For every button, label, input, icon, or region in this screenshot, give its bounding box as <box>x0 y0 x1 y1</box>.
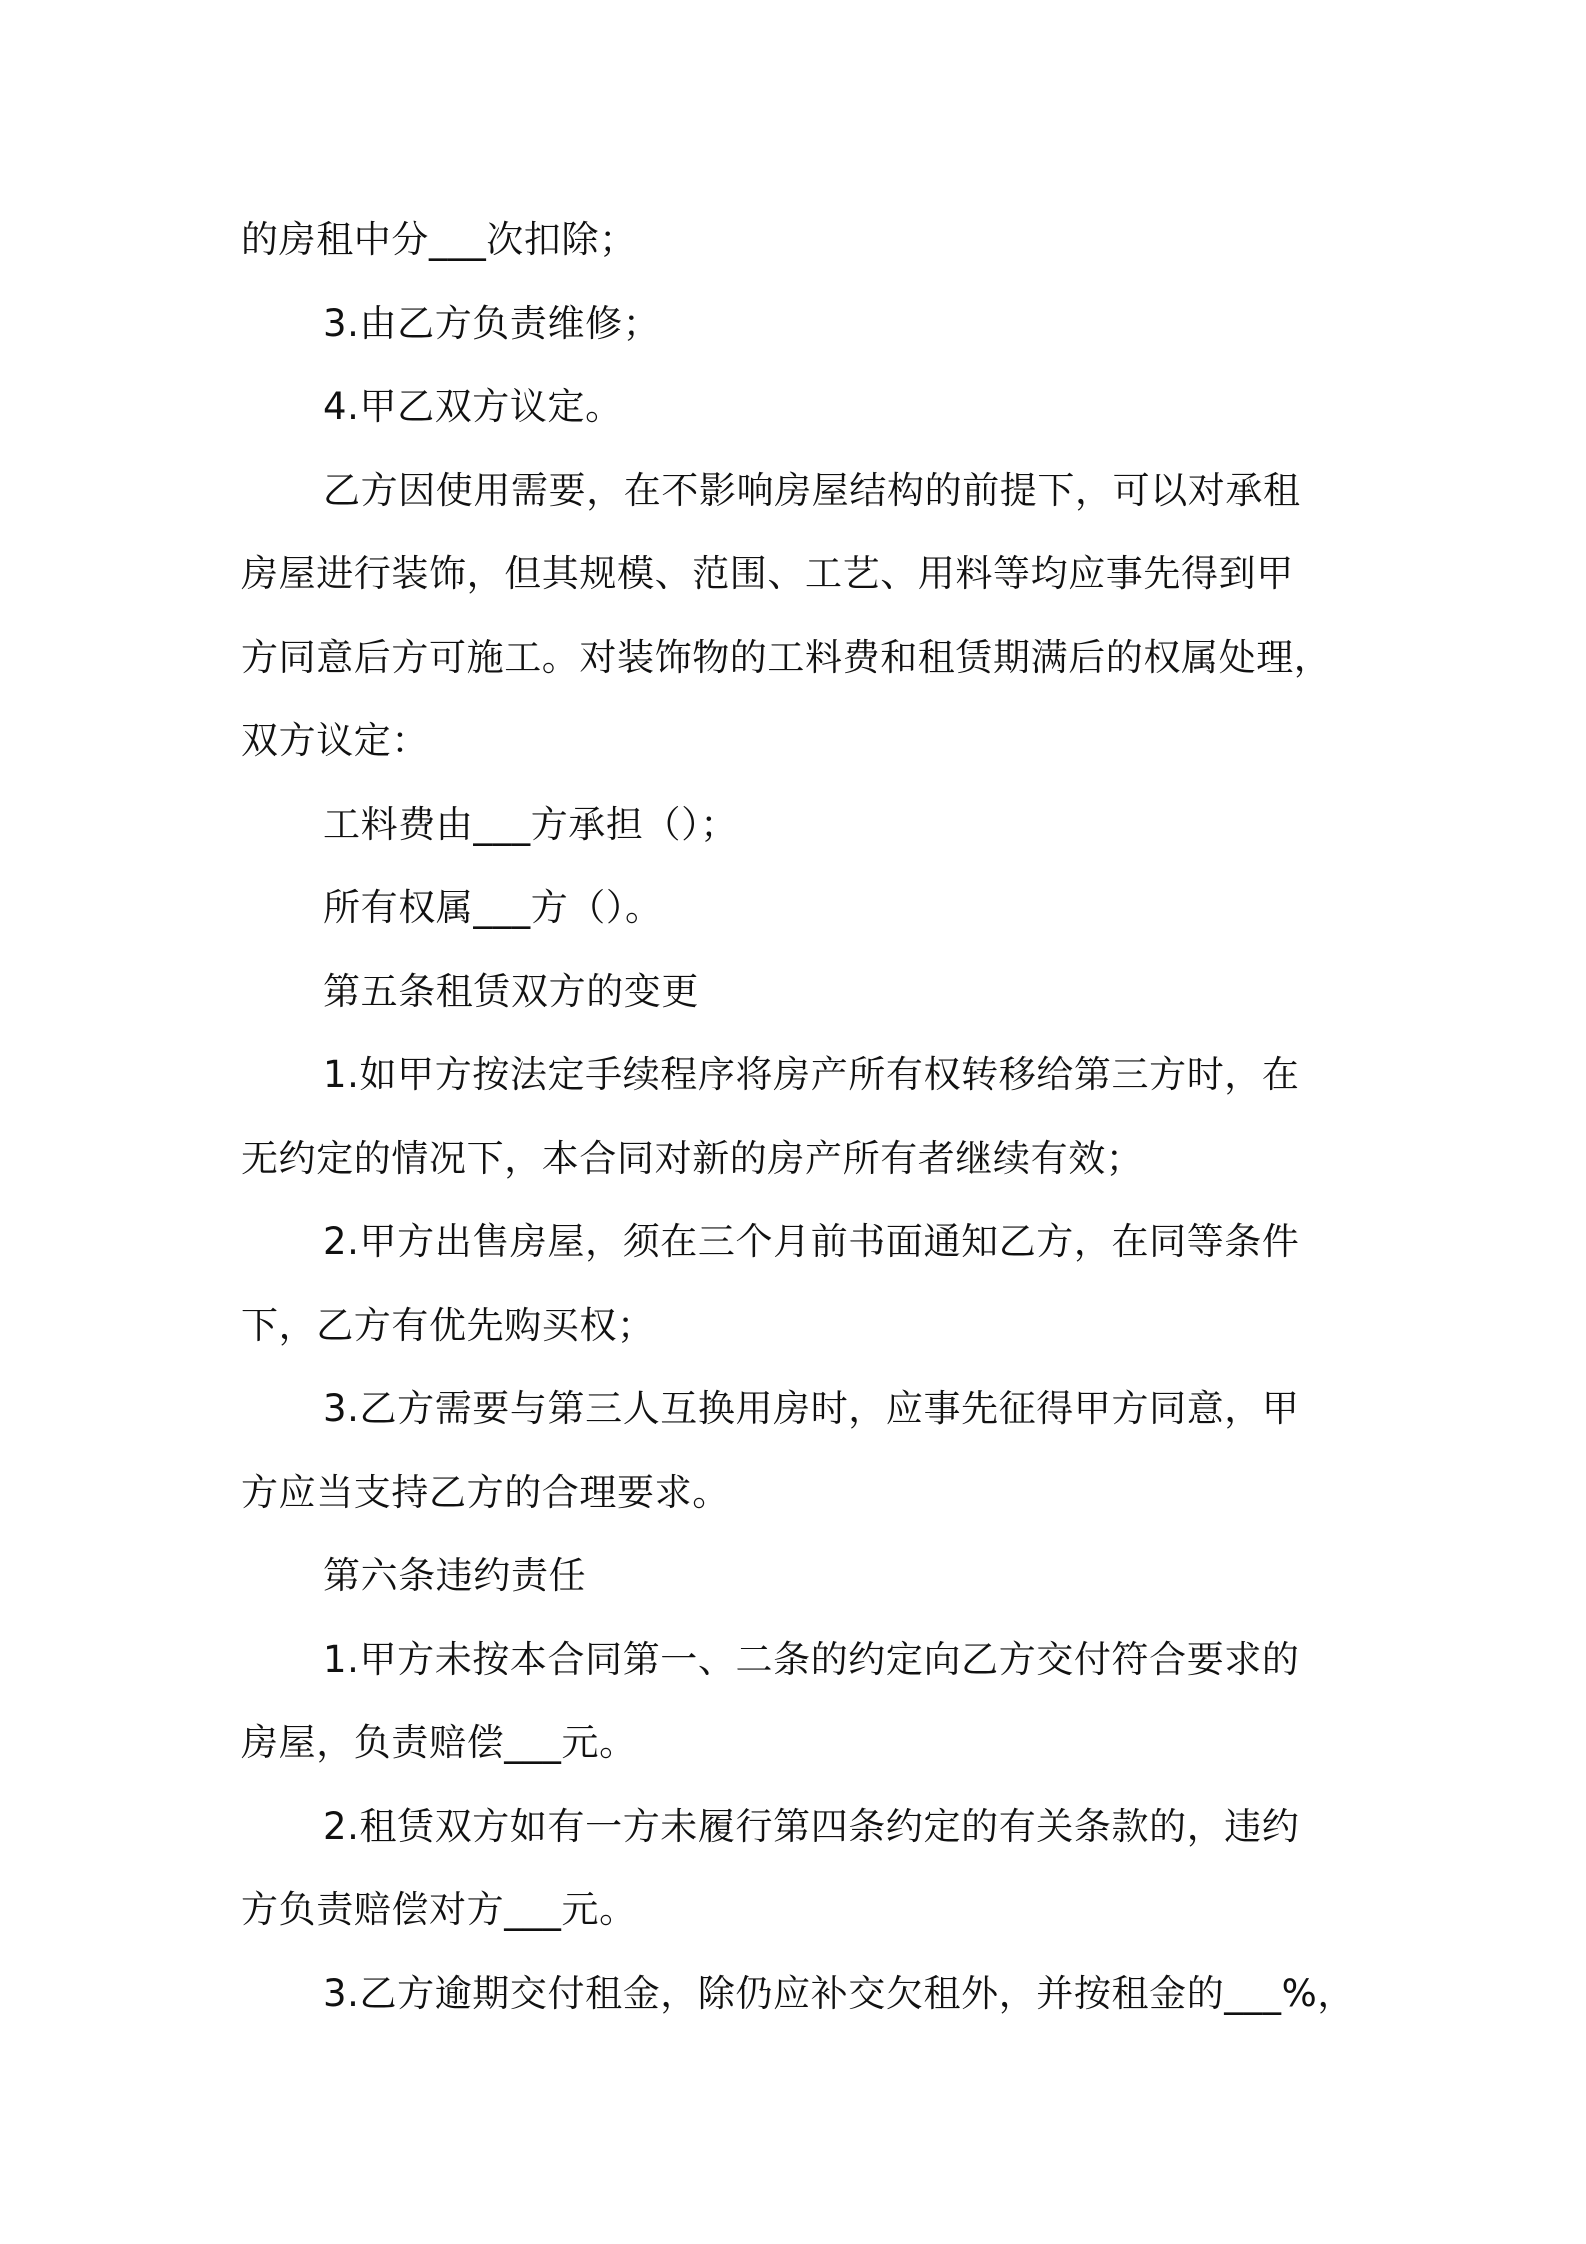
paragraph-line-liability-3a: 3.乙方逾期交付租金，除仍应补交欠租外，并按租金的___%， <box>323 1971 1355 2015</box>
paragraph-line-decoration-3: 方同意后方可施工。对装饰物的工料费和租赁期满后的权属处理， <box>241 635 1332 679</box>
paragraph-line-liability-1a: 1.甲方未按本合同第一、二条的约定向乙方交付符合要求的 <box>323 1637 1300 1681</box>
paragraph-line-exchange-1: 3.乙方需要与第三人互换用房时，应事先征得甲方同意，甲 <box>323 1387 1300 1430</box>
paragraph-line-liability-2a: 2.租赁双方如有一方未履行第四条约定的有关条款的，违约 <box>323 1804 1300 1848</box>
paragraph-line-decoration-1: 乙方因使用需要，在不影响房屋结构的前提下，可以对承租 <box>323 468 1301 512</box>
paragraph-line-ownership: 所有权属___方（）。 <box>323 886 663 929</box>
paragraph-line-transfer-2: 无约定的情况下，本合同对新的房产所有者继续有效； <box>241 1136 1144 1180</box>
paragraph-line-sale-1: 2.甲方出售房屋，须在三个月前书面通知乙方，在同等条件 <box>323 1220 1300 1263</box>
section-heading-article-6: 第六条违约责任 <box>323 1554 587 1597</box>
paragraph-line-decoration-4: 双方议定： <box>241 719 429 762</box>
paragraph-line-material-cost: 工料费由___方承担（）； <box>323 802 738 846</box>
paragraph-line-transfer-1: 1.如甲方按法定手续程序将房产所有权转移给第三方时，在 <box>323 1053 1300 1096</box>
document-body <box>241 198 1361 2035</box>
paragraph-line-sale-2: 下，乙方有优先购买权； <box>241 1303 655 1347</box>
section-heading-article-5: 第五条租赁双方的变更 <box>323 969 699 1013</box>
paragraph-line-repair-by-b: 3.由乙方负责维修； <box>323 301 661 345</box>
paragraph-line-exchange-2: 方应当支持乙方的合理要求。 <box>241 1470 730 1514</box>
paragraph-line-mutual-agreement: 4.甲乙双方议定。 <box>323 385 623 428</box>
paragraph-line-decoration-2: 房屋进行装饰，但其规模、范围、工艺、用料等均应事先得到甲 <box>241 552 1294 595</box>
paragraph-line-liability-1b: 房屋，负责赔偿___元。 <box>241 1721 637 1764</box>
paragraph-line-liability-2b: 方负责赔偿对方___元。 <box>241 1888 637 1931</box>
paragraph-line-rent-deduction: 的房租中分___次扣除； <box>241 218 637 261</box>
